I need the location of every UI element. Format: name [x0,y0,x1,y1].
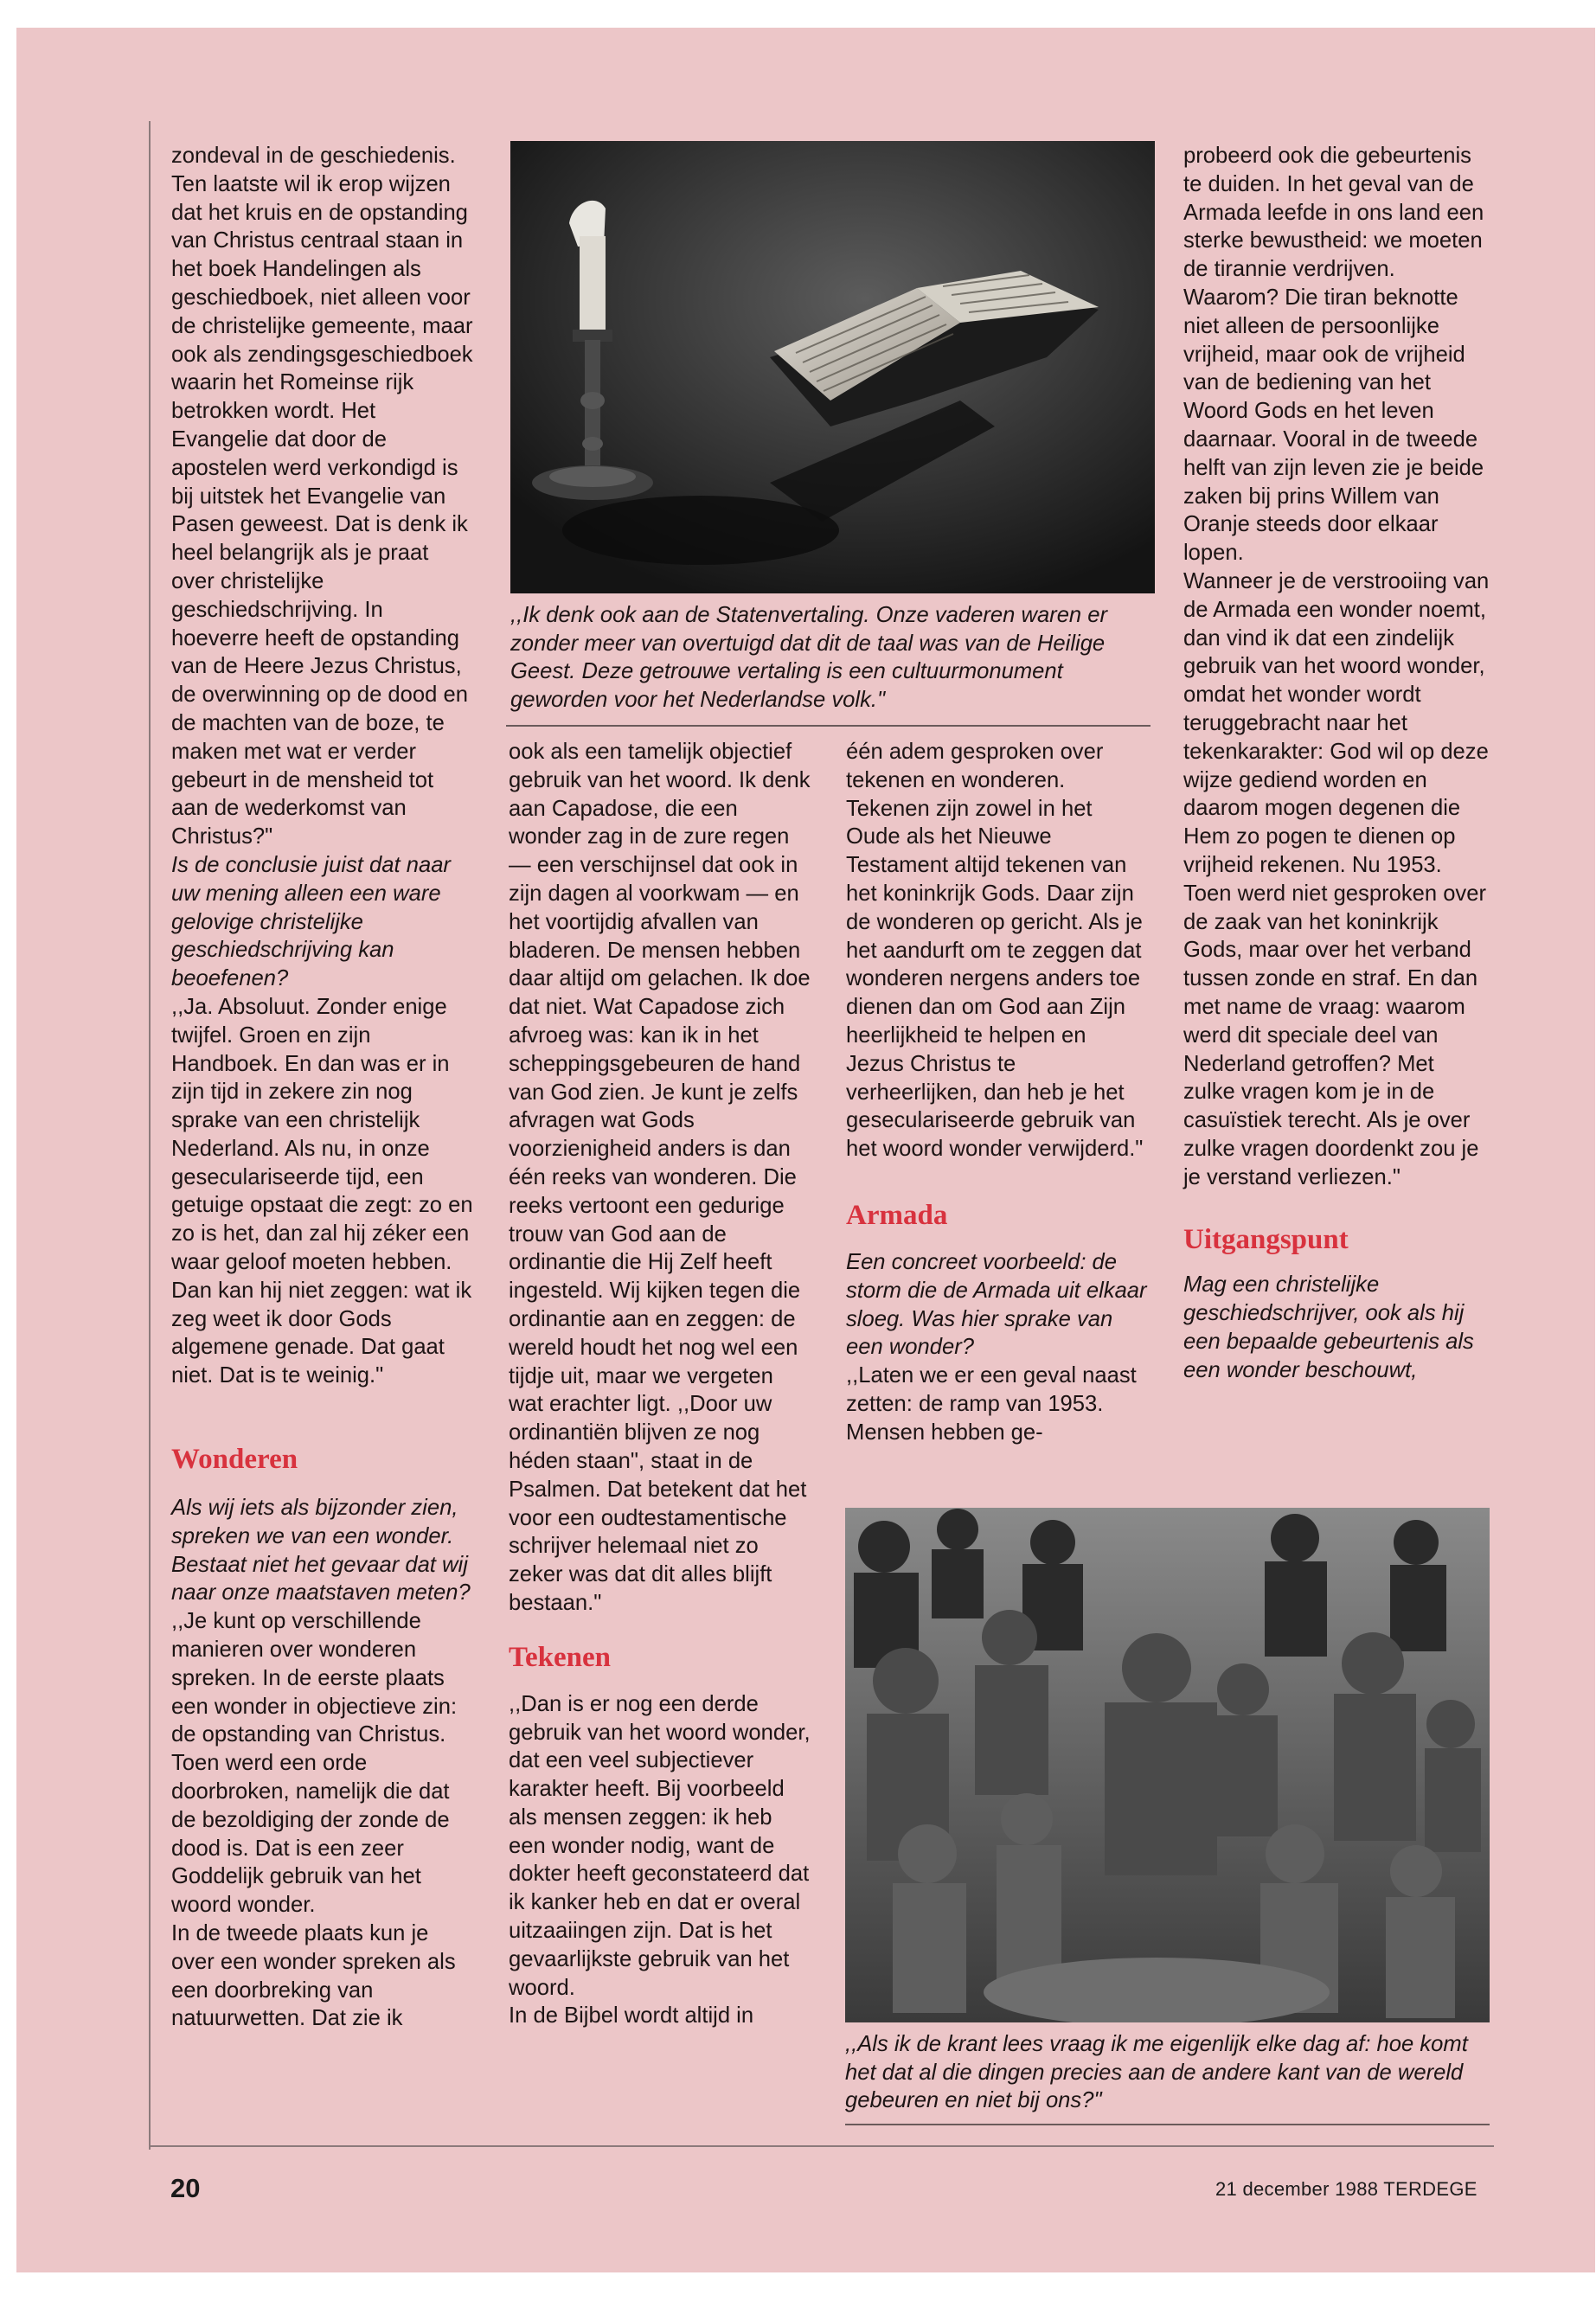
page-number: 20 [170,2173,201,2203]
paragraph: ook als een tamelijk objectief gebruik van het woord. Ik denk aan Capadose, die een wonder zag in de zure regen — een verschijnsel dat ook in zijn dagen al voorkwam — en het voortijdig afvallen van bladeren. De mensen hebben daar altijd om gelachen. Ik doe dat niet. Wat Capadose zich afvroeg was: kan ik in het scheppingsgebeuren de hand van God zien. Je kunt je zelfs afvragen wat Gods voorzienigheid anders is dan één reeks van wonderen. Die reeks vertoont een gedurige trouw van God aan de ordinantie die Hij Zelf heeft ingesteld. Wij kijken tegen die ordinantie aan en zeggen: de wereld houdt het nog wel een tijdje uit, maar we vergeten wat erachter ligt. ,,Door uw ordinantiën blijven ze nog héden staan", staat in de Psalmen. Dat betekent dat het voor een oudtestamentische schrijver helemaal niet zo zeker was dat dit alles blijft bestaan." [509,740,811,1615]
paragraph: ,,Ja. Absoluut. Zonder enige twijfel. Groen en zijn Handboek. En dan was er in zijn tijd in zekere zin nog sprake van een christelijk Nederland. Als nu, in onze geseculariseerde tijd, een getuige opstaat die zegt: zo en zo is het, dan zal hij zéker een waar geloof moeten hebben. Dan kan hij niet zeggen: wat ik zeg weet ik door Gods algemene genade. Dat gaat niet. Dat is te weinig." [171,994,473,1388]
section-heading-wonderen: Wonderen [171,1444,298,1476]
paragraph: ,,Je kunt op verschillende manieren over wonderen spreken. In de eerste plaats een wonder in objectieve zin: de opstanding van Christus. Toen werd een orde doorbroken, namelijk die dat de bezoldiging der zonde de dood is. Dat is een zeer Goddelijk gebruik van het woord wonder. [171,1609,458,1918]
paragraph: Ten laatste wil ik erop wijzen dat het kruis en de opstanding van Christus centraal staan in het boek Handelingen als geschiedboek, niet alleen voor de christelijke gemeente, maar ook als zendingsgeschiedboek waarin het Romeinse rijk betrokken wordt. Het Evangelie dat door de apostelen werd verkondigd is bij uitstek het Evangelie van Pasen geweest. Dat is denk ik heel belangrijk als je praat over christelijke geschiedschrijving. In hoeverre heeft de opstanding van de Heere Jezus Christus, de overwinning op de dood en de machten van de boze, te maken met wat er verder gebeurt in de mensheid tot aan de wederkomst van Christus?" [171,171,473,849]
paragraph: één adem gesproken over tekenen en wonderen. Tekenen zijn zowel in het Oude als het Nieuwe Testament altijd tekenen van het koninkrijk Gods. Daar zijn de wonderen op gericht. Als je het aandurft om te zeggen dat wonderen nergens anders toe dienen dan om God aan Zijn heerlijkheid te helpen en Jezus Christus te verheerlijken, dan heb je het geseculariseerde gebruik van het woord wonder verwijderd." [846,740,1144,1162]
paragraph: zondeval in de geschiedenis. [171,144,456,168]
photo-candle-and-bible [510,141,1155,593]
page-frame-left-rule [149,121,151,2150]
photo-caption-top: ,,Ik denk ook aan de Statenvertaling. Onze vaderen waren er zonder meer van overtuigd dat dit de taal was van de Heilige Geest. Deze getrouwe vertaling is een cultuurmonument geworden voor het Nederlandse volk." [510,603,1108,712]
paragraph: ,,Dan is er nog een derde gebruik van het woord wonder, dat een veel subjectiever karakter heeft. Bij voorbeeld als mensen zeggen: ik heb een wonder nodig, want de dokter heeft geconstateerd dat ik kanker heb en dat er overal uitzaaiingen zijn. Dat is het gevaarlijkste gebruik van het woord. [509,1691,811,2000]
interview-question: Een concreet voorbeeld: de storm die de Armada uit elkaar sloeg. Was hier sprake van een wonder? [846,1249,1147,1360]
paragraph: probeerd ook die gebeurtenis te duiden. In het geval van de Armada leefde in ons land een sterke bewustheid: we moeten de tirannie verdrijven. Waarom? Die tiran beknotte niet alleen de persoonlijke vrijheid, maar ook de vrijheid van de bediening van het Woord Gods en het leven daarnaar. Vooral in de tweede helft van zijn leven zie je beide zaken bij prins Willem van Oranje steeds door elkaar lopen. [1183,144,1484,566]
issue-dateline: 21 december 1988 TERDEGE [1215,2178,1477,2200]
paragraph: Wanneer je de verstrooiing van de Armada een wonder noemt, dan vind ik dat een zindelijk gebruik van het woord wonder, omdat het wonder wordt teruggebracht naar het tekenkarakter: God wil op deze wijze gediend worden en daarom mogen degenen die Hem zo pogen te dienen op vrijheid rekenen. Nu 1953. Toen werd niet gesproken over de zaak van het koninkrijk Gods, maar over het verband tussen zonde en straf. En dan met name de vraag: waarom werd dit speciale deel van Nederland getroffen? Met zulke vragen kom je in de casuïstiek terecht. Als je over zulke vragen doordenkt zou je je verstand verliezen." [1183,568,1490,1189]
photo-caption-bottom: ,,Als ik de krant lees vraag ik me eigenlijk elke dag af: hoe komt het dat al die dingen precies aan de andere kant van de wereld gebeuren en niet bij ons?" [845,2032,1468,2112]
interview-question: Is de conclusie juist dat naar uw mening alleen een ware gelovige christelijke geschiedschrijving kan beoefenen? [171,852,451,991]
article-column-4 [1183,142,1490,1385]
caption-rule [845,2124,1490,2125]
interview-question: Mag een christelijke geschiedschrijver, ook als hij een bepaalde gebeurtenis als een wonder beschouwt, [1183,1272,1474,1382]
caption-rule [506,725,1151,727]
interview-question: Als wij iets als bijzonder zien, spreken we van een wonder. Bestaat niet het gevaar dat wij naar onze maatstaven meten? [171,1496,471,1606]
article-column-2 [509,738,811,2030]
article-column-3 [846,738,1149,1447]
paragraph: ,,Laten we er een geval naast zetten: de ramp van 1953. Mensen hebben ge- [846,1363,1137,1445]
paragraph: In de tweede plaats kun je over een wonder spreken als een doorbreking van natuurwetten. Dat zie ik [171,1921,456,2031]
section-heading-armada: Armada [846,1199,948,1231]
article-column-1 [171,142,474,2033]
section-heading-uitgangspunt: Uitgangspunt [1183,1224,1349,1256]
page-frame-bottom-rule [149,2145,1494,2147]
paragraph: In de Bijbel wordt altijd in [509,2003,754,2029]
section-heading-tekenen: Tekenen [509,1641,611,1673]
photo-crowd-of-people [845,1508,1490,2022]
